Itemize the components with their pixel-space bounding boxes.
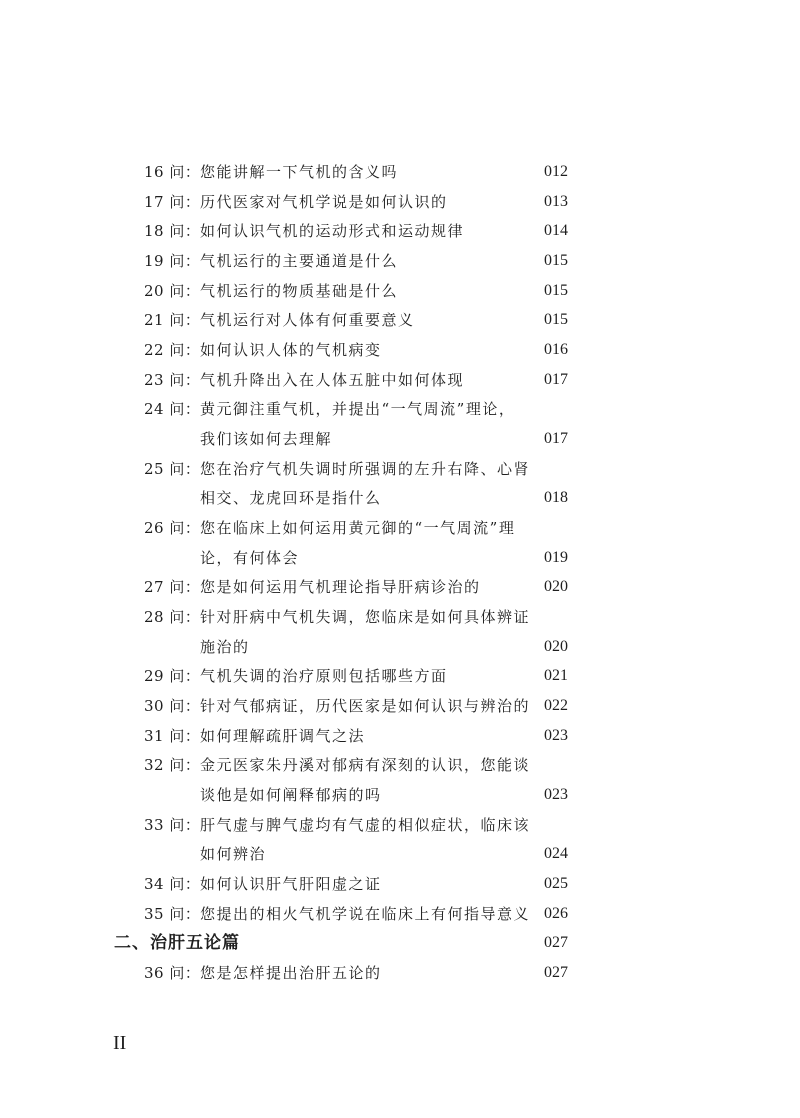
question-number: 30 问： xyxy=(144,697,201,715)
question-title: 气机升降出入在人体五脏中如何体现 xyxy=(200,371,465,389)
question-number: 22 问： xyxy=(144,341,201,359)
page-number: 017 xyxy=(544,430,568,447)
toc-entry-continuation[interactable] xyxy=(0,840,800,868)
toc-entry[interactable] xyxy=(0,455,800,483)
toc-entry[interactable] xyxy=(0,188,800,216)
toc-entry[interactable] xyxy=(0,811,800,839)
page-number: 013 xyxy=(544,193,568,210)
question-number: 36 问： xyxy=(144,964,201,982)
page-number: 025 xyxy=(544,875,568,892)
question-number: 18 问： xyxy=(144,222,201,240)
toc-entry[interactable] xyxy=(0,573,800,601)
toc-entry-continuation[interactable] xyxy=(0,633,800,661)
page-number: 020 xyxy=(544,638,568,655)
toc-entry[interactable] xyxy=(0,722,800,750)
question-title: 历代医家对气机学说是如何认识的 xyxy=(200,193,448,211)
toc-entry[interactable] xyxy=(0,514,800,542)
question-title: 针对气郁病证，历代医家是如何认识与辨治的 xyxy=(200,697,531,715)
question-number: 16 问： xyxy=(144,163,201,181)
toc-entry[interactable] xyxy=(0,306,800,334)
question-title: 如何认识肝气肝阳虚之证 xyxy=(200,875,382,893)
toc-entry[interactable] xyxy=(0,366,800,394)
toc-entry[interactable] xyxy=(0,336,800,364)
toc-entry[interactable] xyxy=(0,277,800,305)
page-number: 023 xyxy=(544,786,568,803)
question-title-continued: 相交、龙虎回环是指什么 xyxy=(200,489,382,507)
question-title: 肝气虚与脾气虚均有气虚的相似症状，临床该 xyxy=(200,816,531,834)
page-number: 026 xyxy=(544,905,568,922)
question-number: 27 问： xyxy=(144,578,201,596)
question-title: 您在临床上如何运用黄元御的“一气周流”理 xyxy=(200,519,516,537)
page-number: 017 xyxy=(544,371,568,388)
toc-entry[interactable] xyxy=(0,247,800,275)
question-title: 您提出的相火气机学说在临床上有何指导意义 xyxy=(200,905,531,923)
question-title: 如何认识人体的气机病变 xyxy=(200,341,382,359)
question-title: 黄元御注重气机，并提出“一气周流”理论， xyxy=(200,400,516,418)
page-number: 018 xyxy=(544,489,568,506)
page-number: 019 xyxy=(544,549,568,566)
question-title: 金元医家朱丹溪对郁病有深刻的认识，您能谈 xyxy=(200,756,531,774)
toc-entry-continuation[interactable] xyxy=(0,544,800,572)
question-title-continued: 谈他是如何阐释郁病的吗 xyxy=(200,786,382,804)
page-number: 015 xyxy=(544,252,568,269)
question-title: 您在治疗气机失调时所强调的左升右降、心肾 xyxy=(200,460,531,478)
question-number: 25 问： xyxy=(144,460,201,478)
question-number: 21 问： xyxy=(144,311,201,329)
question-number: 20 问： xyxy=(144,282,201,300)
toc-entry[interactable] xyxy=(0,900,800,928)
section-heading[interactable] xyxy=(0,928,800,958)
question-number: 28 问： xyxy=(144,608,201,626)
page-number: 015 xyxy=(544,282,568,299)
toc-entry-continuation[interactable] xyxy=(0,781,800,809)
question-title: 您是如何运用气机理论指导肝病诊治的 xyxy=(200,578,481,596)
question-number: 29 问： xyxy=(144,667,201,685)
toc-entry[interactable] xyxy=(0,217,800,245)
page-number: 022 xyxy=(544,697,568,714)
page-number: 016 xyxy=(544,341,568,358)
question-title: 气机运行的物质基础是什么 xyxy=(200,282,399,300)
question-number: 19 问： xyxy=(144,252,201,270)
question-number: 33 问： xyxy=(144,816,201,834)
toc-entry[interactable] xyxy=(0,692,800,720)
question-title: 您能讲解一下气机的含义吗 xyxy=(200,163,399,181)
question-title: 针对肝病中气机失调，您临床是如何具体辨证 xyxy=(200,608,531,626)
question-title: 气机运行对人体有何重要意义 xyxy=(200,311,415,329)
toc-entry[interactable] xyxy=(0,870,800,898)
question-number: 32 问： xyxy=(144,756,201,774)
question-number: 24 问： xyxy=(144,400,201,418)
question-title-continued: 如何辨治 xyxy=(200,845,267,863)
question-title: 气机失调的治疗原则包括哪些方面 xyxy=(200,667,448,685)
question-title-continued: 我们该如何去理解 xyxy=(200,430,333,448)
page-number: 024 xyxy=(544,845,568,862)
toc-entry[interactable] xyxy=(0,395,800,423)
question-number: 17 问： xyxy=(144,193,201,211)
question-title-continued: 论，有何体会 xyxy=(200,549,300,567)
page-number: 020 xyxy=(544,578,568,595)
page-number: 027 xyxy=(544,964,568,981)
folio-page-number: II xyxy=(113,1032,127,1054)
toc-entry[interactable] xyxy=(0,959,800,987)
question-title: 如何理解疏肝调气之法 xyxy=(200,727,366,745)
toc-entry[interactable] xyxy=(0,158,800,186)
section-title: 二、治肝五论篇 xyxy=(114,933,240,953)
toc-entry[interactable] xyxy=(0,603,800,631)
toc-entry-continuation[interactable] xyxy=(0,484,800,512)
page-number: 021 xyxy=(544,667,568,684)
question-title: 如何认识气机的运动形式和运动规律 xyxy=(200,222,465,240)
page-number: 027 xyxy=(544,934,568,951)
toc-entry[interactable] xyxy=(0,662,800,690)
question-number: 31 问： xyxy=(144,727,201,745)
question-title: 您是怎样提出治肝五论的 xyxy=(200,964,382,982)
question-title-continued: 施治的 xyxy=(200,638,250,656)
toc-entry[interactable] xyxy=(0,751,800,779)
question-number: 34 问： xyxy=(144,875,201,893)
question-number: 23 问： xyxy=(144,371,201,389)
toc-entry-continuation[interactable] xyxy=(0,425,800,453)
question-title: 气机运行的主要通道是什么 xyxy=(200,252,399,270)
page-number: 015 xyxy=(544,311,568,328)
question-number: 26 问： xyxy=(144,519,201,537)
page-number: 012 xyxy=(544,163,568,180)
question-number: 35 问： xyxy=(144,905,201,923)
page-number: 014 xyxy=(544,222,568,239)
page-number: 023 xyxy=(544,727,568,744)
